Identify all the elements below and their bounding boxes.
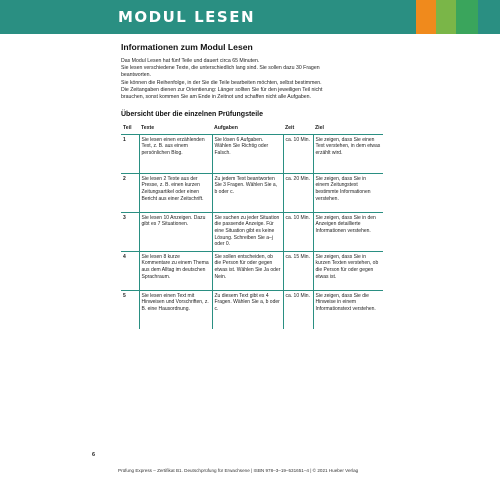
tasks-cell: Sie suchen zu jeder Situation die passende Anzeige. Für eine Situation gibt es keine Lösung. Schreiben Sie a–j oder 0. bbox=[212, 212, 283, 251]
part-number-cell: 3 bbox=[121, 212, 139, 251]
goal-cell: Sie zeigen, dass Sie in kurzen Texten verstehen, ob die Person für oder gegen etwas ist. bbox=[313, 251, 383, 290]
time-cell: ca. 10 Min. bbox=[283, 290, 313, 329]
header-texte: Texte bbox=[139, 124, 212, 134]
page-number: 6 bbox=[92, 452, 96, 458]
time-cell: ca. 15 Min. bbox=[283, 251, 313, 290]
texts-cell: Sie lesen einen erzählenden Text, z. B. aus einem persönlichen Blog. bbox=[139, 134, 212, 173]
tasks-cell: Zu diesem Text gibt es 4 Fragen. Wählen Sie a, b oder c. bbox=[212, 290, 283, 329]
tasks-cell: Sie sollen entscheiden, ob die Person für oder gegen etwas ist. Wählen Sie Ja oder Nein. bbox=[212, 251, 283, 290]
intro-line: Die Zeitangaben dienen zur Orientierung: Länger sollten Sie für den jeweiligen Teil nicht bbox=[121, 86, 323, 93]
intro-line: brauchen, sonst kommen Sie am Ende in Zeitnot und schaffen nicht alle Aufgaben. bbox=[121, 94, 311, 101]
tasks-cell: Sie lösen 6 Aufgaben. Wählen Sie Richtig oder Falsch. bbox=[212, 134, 283, 173]
table-row bbox=[121, 134, 383, 173]
time-cell: ca. 20 Min. bbox=[283, 173, 313, 212]
intro-line: Das Modul Lesen hat fünf Teile und dauert circa 65 Minuten. bbox=[121, 58, 260, 64]
intro-line: Sie können die Reihenfolge, in der Sie die Teile bearbeiten möchten, selbst bestimmen. bbox=[121, 79, 322, 86]
exam-parts-table bbox=[121, 124, 383, 329]
goal-cell: Sie zeigen, dass Sie einen Text verstehen, in dem etwas erzählt wird. bbox=[313, 134, 383, 173]
intro-line: Sie lesen verschiedene Texte, die unterschiedlich lang sind. Sie sollen dazu 30 Fragen bbox=[121, 65, 320, 72]
module-title: MODUL LESEN bbox=[118, 8, 255, 26]
intro-line: beantworten. bbox=[121, 72, 151, 79]
light-green-stripe bbox=[436, 0, 456, 34]
tasks-cell: Zu jedem Text beantworten Sie 3 Fragen. Wählen Sie a, b oder c. bbox=[212, 173, 283, 212]
header-zeit: Zeit bbox=[283, 124, 313, 134]
time-cell: ca. 10 Min. bbox=[283, 212, 313, 251]
teal-stripe bbox=[478, 0, 500, 34]
section-title: Informationen zum Modul Lesen bbox=[121, 42, 253, 52]
footer-text: Prüfung Express – Zertifikat B1. Deutschprüfung für Erwachsene | ISBN 978–3–19–531651–4 | © 2021 Hueber Verlag bbox=[118, 468, 359, 473]
color-stripes bbox=[416, 0, 500, 34]
header-ziel: Ziel bbox=[313, 124, 383, 134]
table-row bbox=[121, 212, 383, 251]
header-teil: Teil bbox=[121, 124, 139, 134]
part-number-cell: 5 bbox=[121, 290, 139, 329]
intro-text bbox=[121, 58, 383, 101]
texts-cell: Sie lesen 2 Texte aus der Presse, z. B. einen kurzen Zeitungsartikel oder einen Bericht aus einer Zeitschrift. bbox=[139, 173, 212, 212]
texts-cell: Sie lesen 8 kurze Kommentare zu einem Thema aus dem Alltag im deutschen Sprachraum. bbox=[139, 251, 212, 290]
green-stripe bbox=[456, 0, 478, 34]
goal-cell: Sie zeigen, dass Sie in den Anzeigen detaillierte Informationen verstehen. bbox=[313, 212, 383, 251]
overview-title: Übersicht über die einzelnen Prüfungsteile bbox=[121, 111, 263, 119]
goal-cell: Sie zeigen, dass Sie die Hinweise in einem Informationstext verstehen. bbox=[313, 290, 383, 329]
table-row bbox=[121, 173, 383, 212]
header-aufgaben: Aufgaben bbox=[212, 124, 283, 134]
table-row bbox=[121, 251, 383, 290]
orange-stripe bbox=[416, 0, 436, 34]
module-banner bbox=[0, 0, 500, 34]
table-header-row bbox=[121, 124, 383, 134]
table-row bbox=[121, 290, 383, 329]
page-content bbox=[121, 42, 383, 329]
part-number-cell: 2 bbox=[121, 173, 139, 212]
goal-cell: Sie zeigen, dass Sie in einem Zeitungstext bestimmte Informationen verstehen. bbox=[313, 173, 383, 212]
texts-cell: Sie lesen 10 Anzeigen. Dazu gibt es 7 Situationen. bbox=[139, 212, 212, 251]
part-number-cell: 4 bbox=[121, 251, 139, 290]
part-number-cell: 1 bbox=[121, 134, 139, 173]
time-cell: ca. 10 Min. bbox=[283, 134, 313, 173]
texts-cell: Sie lesen einen Text mit Hinweisen und Vorschriften, z. B. eine Hausordnung. bbox=[139, 290, 212, 329]
